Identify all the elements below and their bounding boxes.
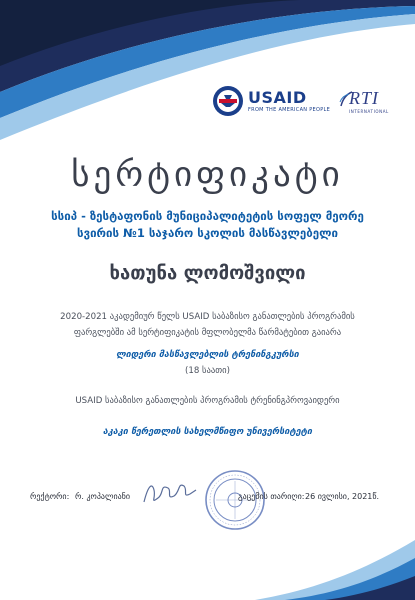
issue-date: 26 ივლისი, 2021წ. [305,492,380,501]
provider-name: აკაკი წერეთლის სახელმწიფო უნივერსიტეტი [102,427,313,437]
decorative-corner-top-left [0,0,415,140]
course-name: ლიდერი მასწავლებლის ტრენინგკურსი [116,350,299,360]
certificate-description: 2020-2021 აკადემიურ წელს USAID საბაზისო განათლების პროგრამის ფარგლებში ამ სერტიფიკატის მფლობელმა წარმატებით გაიარა [60,312,355,338]
usaid-logo [212,84,332,118]
course-hours: (18 საათი) [185,366,230,376]
usaid-wordmark: USAID [248,87,307,107]
decorative-corner-bottom-right [255,520,415,600]
certificate-title: სერტიფიკატი [71,155,344,195]
issue-date-label: გაცემის თარიღი: [238,492,305,501]
provider-label: USAID საბაზისო განათლების პროგრამის ტრენინგპროვაიდერი [75,396,340,406]
usaid-seal-icon [212,85,244,117]
certificate-subtitle: სსიპ - ზესტაფონის მუნიციპალიტეტის სოფელ მეორე სვირის №1 საჯარო სკოლის მასწავლებელი [51,209,364,240]
rector-label: რექტორი: [30,492,70,501]
rector-name: რ. კოპალიანი [75,492,130,501]
usaid-tagline: FROM THE AMERICAN PEOPLE [248,106,331,113]
rti-logo [339,88,399,118]
recipient-name: ხათუნა ლომოშვილი [109,263,306,284]
rti-tagline: INTERNATIONAL [349,109,389,114]
rti-wordmark: RTI [349,88,379,108]
rector-signature [140,476,200,510]
